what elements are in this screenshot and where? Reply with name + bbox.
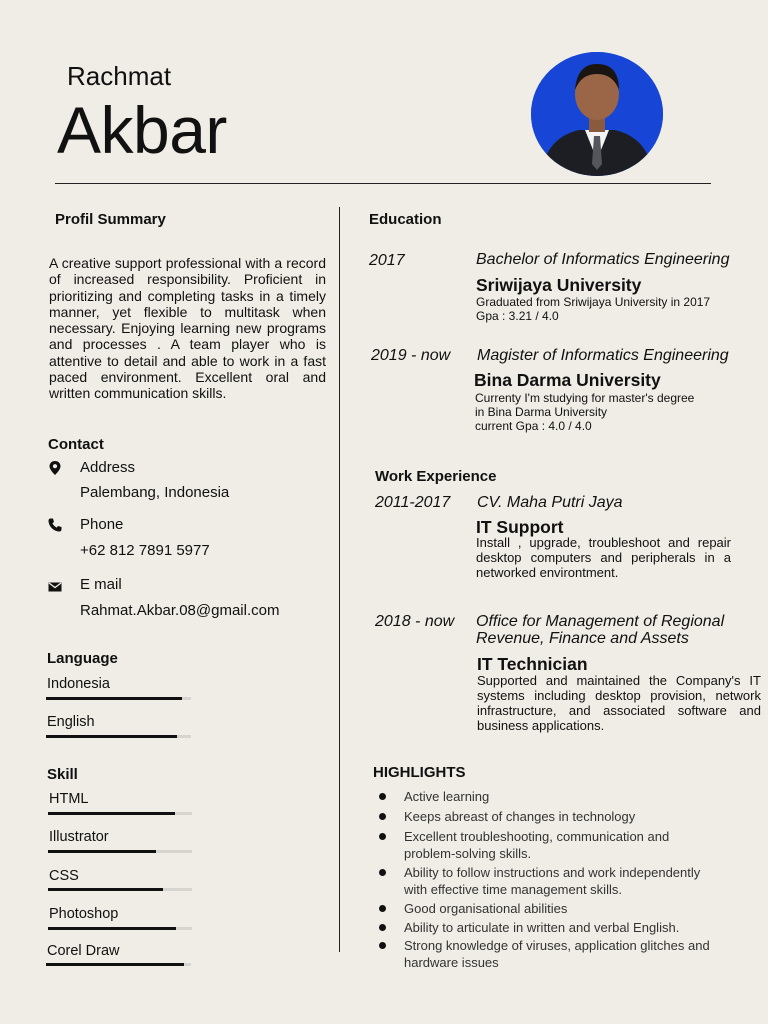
skill-level-fill: [48, 812, 175, 815]
skill-level-fill: [46, 963, 184, 966]
work-company: CV. Maha Putri Jaya: [477, 494, 623, 511]
skill-level-bar: [48, 850, 192, 853]
column-divider: [339, 207, 340, 952]
highlight-item: [378, 808, 718, 825]
address-label: Address: [80, 459, 136, 476]
education-degree: Magister of Informatics Engineering: [477, 347, 729, 364]
education-detail: Currenty I'm studying for master's degree: [475, 391, 695, 405]
highlight-item: [378, 788, 718, 805]
skill-level-bar: [46, 963, 191, 966]
education-detail: Graduated from Sriwijaya University in 2017: [476, 295, 711, 309]
address-value: Palembang, Indonesia: [80, 484, 230, 501]
education-heading: Education: [369, 211, 442, 228]
highlight-text: Keeps abreast of changes in technology: [404, 809, 636, 824]
location-pin-icon: [47, 460, 63, 476]
skill-label: CSS: [49, 868, 79, 884]
skill-level-fill: [48, 888, 163, 891]
first-name: Rachmat: [67, 61, 172, 91]
work-experience-heading: Work Experience: [375, 468, 497, 485]
bullet-icon: [379, 869, 386, 876]
envelope-icon: [47, 579, 63, 595]
education-year: 2017: [369, 252, 405, 269]
work-description: Supported and maintained the Company's IT systems including desktop provision, network infrastructure, and associated software and business applications.: [477, 673, 761, 733]
profile-summary-text: A creative support professional with a record of increased responsibility. Proficient in prioritizing and completing tasks in a timely manner, yet flexible to multitask when necessary. Enjoying learning new programs and processes . A team player who is attentive to detail and able to work in a fast paced environment. Excellent oral and written communication skills.: [49, 255, 326, 402]
skill-label: Photoshop: [49, 906, 119, 922]
education-school: Bina Darma University: [474, 370, 661, 390]
bullet-icon: [379, 793, 386, 800]
highlight-text: Ability to articulate in written and verbal English.: [404, 920, 680, 935]
bullet-icon: [379, 833, 386, 840]
highlight-item: [378, 937, 718, 971]
highlight-text: Excellent troubleshooting, communication and problem-solving skills.: [404, 829, 670, 861]
bullet-icon: [379, 813, 386, 820]
language-level-fill: [46, 697, 182, 700]
highlight-text: Strong knowledge of viruses, application glitches and hardware issues: [404, 938, 710, 970]
skill-label: HTML: [49, 791, 89, 807]
education-degree: Bachelor of Informatics Engineering: [476, 251, 730, 268]
last-name: Akbar: [57, 93, 227, 167]
highlight-item: [378, 900, 718, 917]
work-year: 2018 - now: [375, 613, 455, 630]
education-detail: Gpa : 3.21 / 4.0: [476, 309, 559, 323]
highlight-item: [378, 919, 718, 936]
language-level-bar: [46, 697, 191, 700]
language-heading: Language: [47, 650, 118, 667]
highlight-text: Good organisational abilities: [404, 901, 568, 916]
work-title: IT Support: [476, 517, 564, 537]
highlights-heading: HIGHLIGHTS: [373, 764, 466, 781]
skill-level-fill: [48, 850, 156, 853]
skill-level-bar: [48, 888, 192, 891]
skill-label: Illustrator: [49, 829, 109, 845]
highlight-item: [378, 828, 718, 862]
skill-heading: Skill: [47, 766, 78, 783]
skill-level-bar: [48, 812, 192, 815]
phone-label: Phone: [80, 516, 124, 533]
work-company: Office for Management of Regional Revenue, Finance and Assets: [476, 613, 725, 647]
education-detail: current Gpa : 4.0 / 4.0: [475, 419, 592, 433]
highlights-list: [378, 788, 718, 971]
email-link[interactable]: Rahmat.Akbar.08@gmail.com: [80, 602, 280, 619]
language-level-fill: [46, 735, 177, 738]
education-school: Sriwijaya University: [476, 275, 642, 295]
skill-level-fill: [48, 927, 176, 930]
language-label: English: [47, 714, 95, 730]
work-year: 2011-2017: [375, 494, 451, 511]
bullet-icon: [379, 942, 386, 949]
education-year: 2019 - now: [371, 347, 451, 364]
profile-photo: [531, 52, 663, 176]
contact-heading: Contact: [48, 436, 104, 453]
highlight-text: Active learning: [404, 789, 490, 804]
bullet-icon: [379, 905, 386, 912]
header-divider: [55, 183, 711, 184]
work-description: Install , upgrade, troubleshoot and repair desktop computers and peripherals in a networked environtment.: [476, 535, 731, 580]
phone-icon: [47, 517, 63, 533]
phone-value: +62 812 7891 5977: [80, 542, 210, 559]
language-label: Indonesia: [47, 676, 110, 692]
education-detail: in Bina Darma University: [475, 405, 608, 419]
skill-level-bar: [48, 927, 192, 930]
skill-label: Corel Draw: [47, 943, 120, 959]
email-label: E mail: [80, 576, 122, 593]
language-level-bar: [46, 735, 191, 738]
highlight-text: Ability to follow instructions and work independently with effective time management skills.: [404, 865, 701, 897]
bullet-icon: [379, 924, 386, 931]
profile-summary-heading: Profil Summary: [55, 211, 166, 228]
work-title: IT Technician: [477, 654, 588, 674]
highlight-item: [378, 864, 718, 898]
